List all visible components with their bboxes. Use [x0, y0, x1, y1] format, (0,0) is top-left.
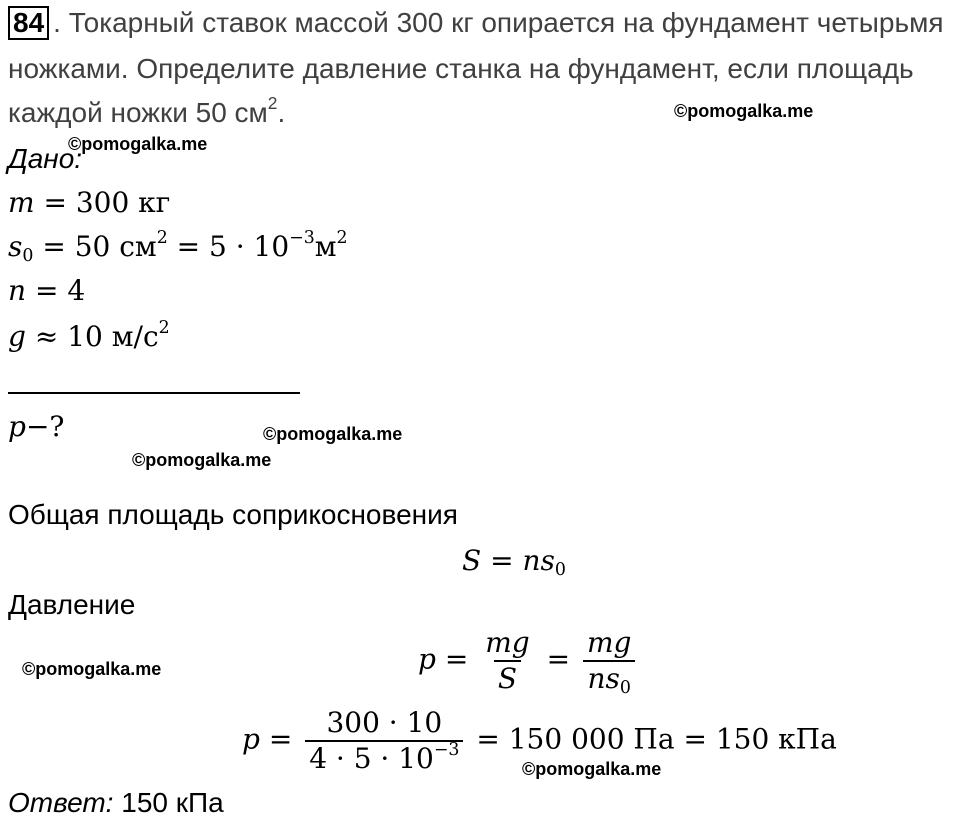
given-count: n = 4: [8, 274, 86, 307]
watermark-2: ©pomogalka.me: [68, 134, 208, 154]
given-count-value: 4: [67, 274, 86, 307]
calculation-formula: p = $\frac{300 \cdot 10}{4 \cdot 5 \cdot 10^{-3}}$ = 150 000 Па = 150 кПа: [242, 706, 837, 775]
watermark-4: ©pomogalka.me: [132, 450, 272, 470]
given-area-cm: 50 см: [74, 230, 157, 263]
problem-number-dot: .: [53, 7, 61, 38]
problem-line-1: [8, 6, 944, 40]
problem-line-3: [8, 92, 286, 130]
find-line: p−?: [8, 410, 65, 443]
given-mass: m = 300 кг: [8, 186, 171, 219]
given-area-unit: м: [314, 230, 337, 263]
problem-text-1: Токарный ставок массой 300 кг опирается на фундамент четырьмя: [68, 7, 944, 38]
given-area-exp: −3: [289, 227, 315, 248]
answer-line: [8, 786, 224, 820]
problem-line-2: ножками. Определите давление станка на фундамент, если площадь: [8, 53, 914, 84]
given-gravity: g ≈ 10 $м/с^2$: [8, 317, 170, 353]
given-divider: [8, 392, 300, 394]
calc-result-k: 150 кПа: [715, 722, 837, 756]
given-label: Дано:: [8, 143, 83, 174]
fraction-mg-over-ns0: $\frac{mg}{ns_0}$: [583, 626, 635, 696]
calc-result: 150 000 Па: [508, 722, 675, 756]
area-formula: $S = ns_0$: [462, 544, 566, 581]
answer-value: 150 кПа: [121, 787, 224, 818]
watermark-6: ©pomogalka.me: [522, 759, 662, 779]
calc-denominator: [305, 740, 463, 776]
calc-den-exp: −3: [433, 739, 460, 760]
problem-number: 84: [8, 6, 49, 40]
given-area: $s_0 = 50$ $см^2 = 5 \cdot 10^{-3}м^2$: [8, 227, 348, 267]
watermark-3: ©pomogalka.me: [263, 424, 403, 444]
given-gravity-value: 10 м/с: [67, 320, 159, 353]
given-area-si: 5 · 10: [209, 230, 290, 263]
area-text: Общая площадь соприкосновения: [8, 499, 458, 530]
fraction-mg-over-S: $\frac{mg}{S}$: [485, 626, 530, 695]
pressure-formula: p = $\frac{mg}{S}$ = $\frac{mg}{ns_0}$: [418, 626, 639, 696]
problem-sup: 2: [267, 92, 278, 113]
answer-label: Ответ:: [8, 787, 114, 818]
problem-text-3-end: .: [277, 97, 286, 128]
calc-numerator: 300 · 10: [326, 706, 443, 739]
find-mark: ?: [49, 410, 65, 443]
fraction-calc: [305, 706, 463, 776]
watermark-1: ©pomogalka.me: [674, 101, 814, 121]
given-mass-value: 300 кг: [75, 186, 171, 219]
calc-den-base: 4 · 5 · 10: [309, 742, 434, 775]
pressure-text: Давление: [8, 589, 136, 620]
watermark-5: ©pomogalka.me: [22, 659, 162, 679]
problem-text-3: каждой ножки 50 см: [8, 97, 268, 128]
